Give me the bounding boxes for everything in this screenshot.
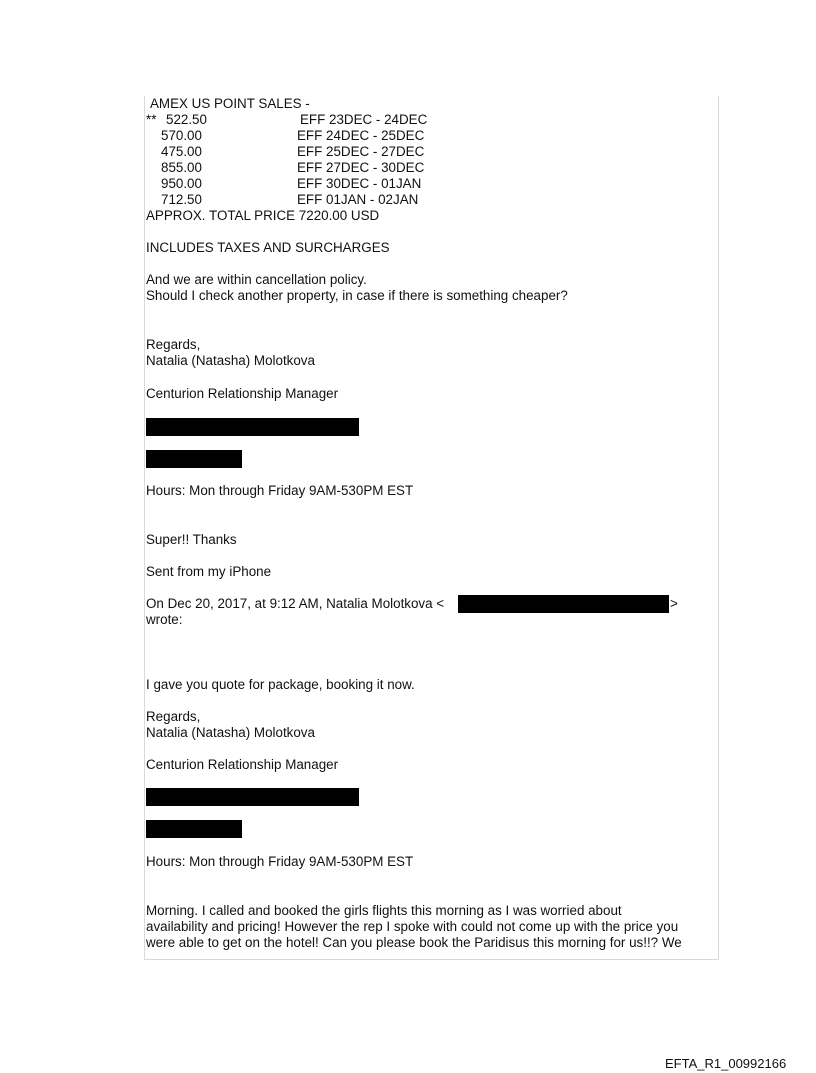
total-price: APPROX. TOTAL PRICE 7220.00 USD [146, 208, 380, 223]
document-id: EFTA_R1_00992166 [665, 1056, 787, 1071]
rate-period: EFF 30DEC - 01JAN [297, 176, 422, 191]
rate-period: EFF 24DEC - 25DEC [297, 128, 425, 143]
rate-amount: 570.00 [161, 128, 202, 143]
redaction-bar [146, 820, 242, 838]
sent-from: Sent from my iPhone [146, 564, 272, 579]
taxes-note: INCLUDES TAXES AND SURCHARGES [146, 240, 390, 255]
signature-hours: Hours: Mon through Friday 9AM-530PM EST [146, 483, 414, 498]
quote-header: AMEX US POINT SALES - [150, 96, 310, 111]
signature-regards: Regards, [146, 337, 201, 352]
redacted-email [458, 595, 669, 613]
signature-title: Centurion Relationship Manager [146, 757, 339, 772]
rate-amount: 855.00 [161, 160, 202, 175]
rate-period: EFF 01JAN - 02JAN [297, 192, 419, 207]
redaction-bar [146, 450, 242, 468]
signature-name: Natalia (Natasha) Molotkova [146, 353, 315, 368]
redaction-bar [146, 418, 359, 436]
quote-header-end: > [670, 596, 678, 611]
rate-amount: 475.00 [161, 144, 202, 159]
rate-amount: 950.00 [161, 176, 202, 191]
wrote-label: wrote: [146, 612, 183, 627]
rate-period: EFF 25DEC - 27DEC [297, 144, 425, 159]
message-line: were able to get on the hotel! Can you please book the Paridisus this morning for us!!? We [146, 935, 682, 950]
rate-amount: 522.50 [166, 112, 207, 127]
message-line: availability and pricing! However the rep I spoke with could not come up with the price you [146, 919, 679, 934]
message-body: I gave you quote for package, booking it now. [146, 677, 415, 692]
reply-body: Super!! Thanks [146, 532, 237, 547]
rate-marker: ** [146, 112, 157, 127]
rate-amount: 712.50 [161, 192, 202, 207]
signature-title: Centurion Relationship Manager [146, 386, 339, 401]
rate-period: EFF 27DEC - 30DEC [297, 160, 425, 175]
redaction-bar [146, 788, 359, 806]
rate-period: EFF 23DEC - 24DEC [300, 112, 428, 127]
signature-hours: Hours: Mon through Friday 9AM-530PM EST [146, 854, 414, 869]
policy-question: Should I check another property, in case if there is something cheaper? [146, 288, 568, 303]
policy-line: And we are within cancellation policy. [146, 272, 367, 287]
signature-name: Natalia (Natasha) Molotkova [146, 725, 315, 740]
quote-header-start: On Dec 20, 2017, at 9:12 AM, Natalia Molotkova < [146, 596, 445, 611]
signature-regards: Regards, [146, 709, 201, 724]
message-line: Morning. I called and booked the girls flights this morning as I was worried about [146, 903, 622, 918]
